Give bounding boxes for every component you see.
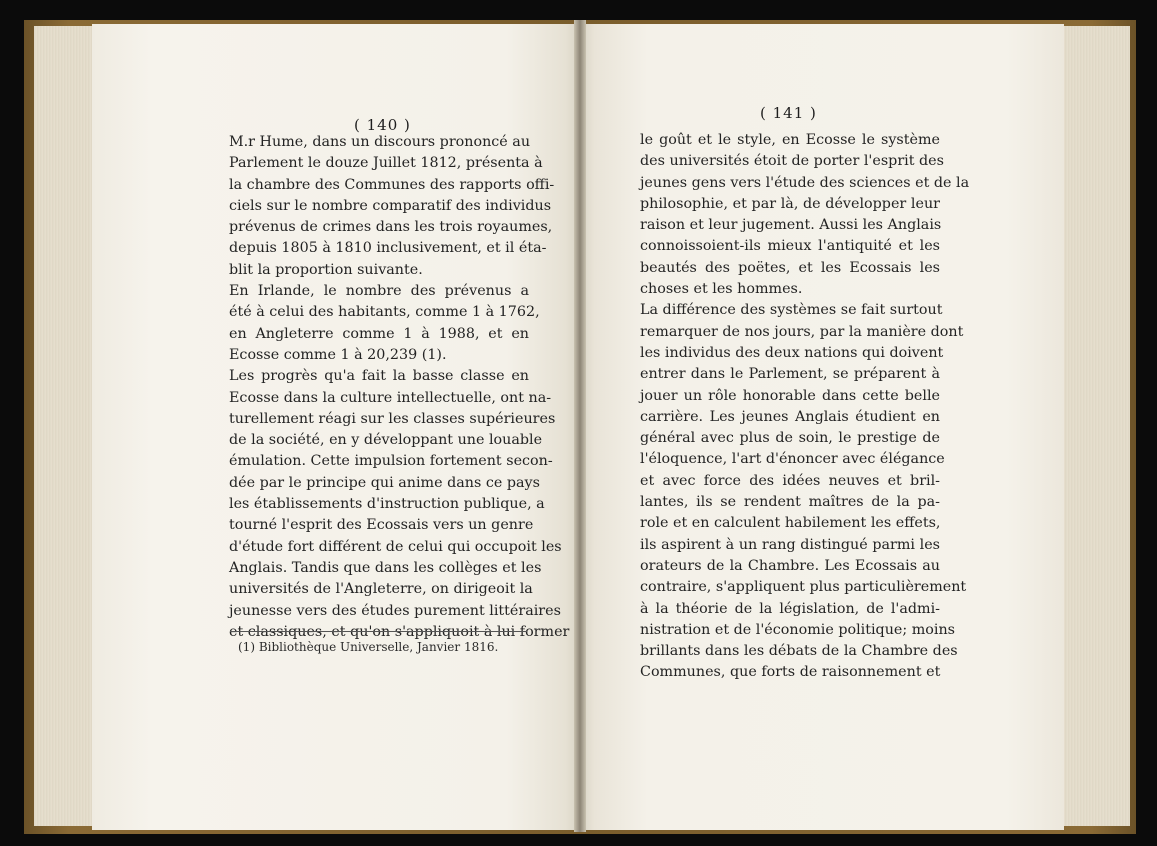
text-line: connoissoient-ils mieux l'antiquité et les	[640, 238, 940, 255]
text-line: La différence des systèmes se fait surtout	[640, 302, 943, 319]
text-line: choses et les hommes.	[640, 281, 803, 298]
text-line: et avec force des idées neuves et bril-	[640, 472, 940, 489]
footnote: (1) Bibliothèque Universelle, Janvier 1816.	[238, 640, 499, 654]
footnote-rule	[230, 631, 527, 632]
text-line: général avec plus de soin, le prestige de	[640, 430, 940, 447]
text-line: carrière. Les jeunes Anglais étudient en	[640, 408, 940, 425]
text-line: l'éloquence, l'art d'énoncer avec élégance	[640, 451, 945, 468]
text-line: des universités étoit de porter l'esprit des	[640, 153, 944, 170]
left-page-text	[229, 132, 570, 643]
text-line: beautés des poëtes, et les Ecossais les	[640, 259, 940, 276]
text-line: philosophie, et par là, de développer leur	[640, 195, 940, 212]
text-line: turellement réagi sur les classes supérieures	[229, 410, 556, 427]
text-line: orateurs de la Chambre. Les Ecossais au	[640, 557, 940, 574]
text-line: tourné l'esprit des Ecossais vers un genre	[229, 517, 534, 534]
text-line: Ecosse comme 1 à 20,239 (1).	[229, 346, 447, 363]
text-line: Parlement le douze Juillet 1812, présenta à	[229, 155, 543, 172]
text-line: depuis 1805 à 1810 inclusivement, et il éta-	[229, 240, 547, 257]
text-line: de la société, en y développant une louable	[229, 432, 543, 449]
text-line: et classiques, et qu'on s'appliquoit à lui former	[229, 623, 570, 640]
right-page-number: ( 141 )	[760, 104, 817, 122]
text-line: brillants dans les débats de la Chambre des	[640, 643, 958, 660]
text-line: Les progrès qu'a fait la basse classe en	[229, 368, 529, 385]
text-line: la chambre des Communes des rapports offi-	[229, 176, 555, 193]
text-line: contraire, s'appliquent plus particulièrement	[640, 579, 967, 596]
text-line: les établissements d'instruction publique, a	[229, 496, 545, 513]
text-line: M.r Hume, dans un discours prononcé au	[229, 134, 531, 150]
text-line: Communes, que forts de raisonnement et	[640, 664, 941, 681]
text-line: dée par le principe qui anime dans ce pays	[229, 474, 540, 491]
text-line: universités de l'Angleterre, on dirigeoit la	[229, 581, 533, 598]
text-line: jeunes gens vers l'étude des sciences et de la	[640, 174, 970, 191]
text-line: prévenus de crimes dans les trois royaumes,	[229, 219, 553, 236]
text-line: role et en calculent habilement les effets,	[640, 515, 941, 532]
text-line: entrer dans le Parlement, se préparent à	[640, 366, 940, 383]
book-gutter	[574, 20, 586, 832]
text-line: d'étude fort différent de celui qui occupoit les	[229, 538, 562, 555]
text-line: lantes, ils se rendent maîtres de la pa-	[640, 494, 940, 511]
text-line: raison et leur jugement. Aussi les Anglais	[640, 217, 942, 234]
text-line: Anglais. Tandis que dans les collèges et les	[229, 559, 542, 576]
text-line: le goût et le style, en Ecosse le système	[640, 132, 940, 148]
text-line: remarquer de nos jours, par la manière dont	[640, 323, 964, 340]
text-line: blit la proportion suivante.	[229, 261, 423, 278]
text-line: jouer un rôle honorable dans cette belle	[640, 387, 940, 404]
text-line: nistration et de l'économie politique; moins	[640, 621, 956, 638]
text-line: en Angleterre comme 1 à 1988, et en	[229, 325, 529, 342]
page-edges-right	[1062, 26, 1130, 826]
text-line: à la théorie de la législation, de l'admi-	[640, 600, 940, 617]
text-line: jeunesse vers des études purement littéraires	[229, 602, 561, 619]
right-page-text	[640, 130, 970, 684]
text-line: ils aspirent à un rang distingué parmi les	[640, 536, 940, 553]
page-edges-left	[34, 26, 94, 826]
text-line: été à celui des habitants, comme 1 à 1762,	[229, 304, 540, 321]
text-line: ciels sur le nombre comparatif des individus	[229, 197, 552, 214]
left-page-number: ( 140 )	[354, 116, 411, 134]
text-line: émulation. Cette impulsion fortement secon-	[229, 453, 553, 470]
text-line: les individus des deux nations qui doivent	[640, 344, 944, 361]
text-line: Ecosse dans la culture intellectuelle, ont na-	[229, 389, 552, 406]
text-line: En Irlande, le nombre des prévenus a	[229, 283, 529, 300]
